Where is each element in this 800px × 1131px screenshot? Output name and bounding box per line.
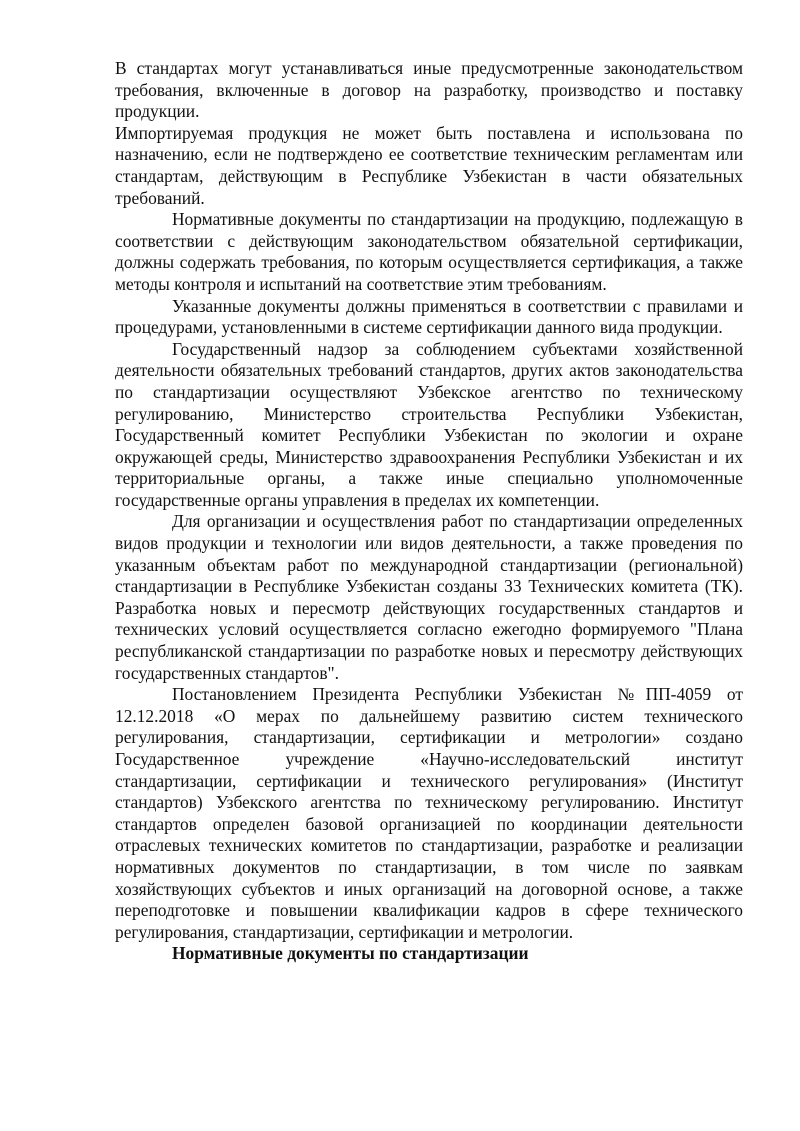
paragraph-technical-committees: Для организации и осуществления работ по стандартизации определенных видов продукции и технологии или видов деятельности, а также проведения по указанным объектам работ по международной стандартизации (региональной) стандартизации в Республике Узбекистан созданы 33 Технических комитета (ТК). Разработка новых и пересмотр действующих государственных стандартов и технических условий осуществляется согласно ежегодно формируемого "Плана республиканской стандартизации по разработке новых и пересмотру действующих государственных стандартов". [115,511,743,683]
section-heading: Нормативные документы по стандартизации [172,943,529,964]
paragraph-standards-requirements: В стандартах могут устанавливаться иные предусмотренные законодательством требования, включенные в договор на разработку, производство и поставку продукции. [115,58,743,122]
document-page [115,58,743,965]
paragraph-certification-procedures: Указанные документы должны применяться в соответствии с правилами и процедурами, установленными в системе сертификации данного вида продукции. [115,295,743,338]
paragraph-certification-documents: Нормативные документы по стандартизации на продукцию, подлежащую в соответствии с действующим законодательством обязательной сертификации, должны содержать требования, по которым осуществляется сертификация, а также методы контроля и испытаний на соответствие этим требованиям. [115,209,743,294]
paragraph-presidential-decree: Постановлением Президента Республики Узбекистан №ПП-4059 от 12.12.2018 «О мерах по дальнейшему развитию систем технического регулирования, стандартизации, сертификации и метрологии» создано Государственное учреждение «Научно-исследовательский институт стандартизации, сертификации и технического регулирования» (Институт стандартов) Узбекского агентства по техническому регулированию. Институт стандартов определен базовой организацией по координации деятельности отраслевых технических комитетов по стандартизации, разработке и реализации нормативных документов по стандартизации, в том числе по заявкам хозяйствующих субъектов и иных организаций на договорной основе, а также переподготовке и повышении квалификации кадров в сфере технического регулирования, стандартизации, сертификации и метрологии. [115,684,743,942]
paragraph-imported-products: Импортируемая продукция не может быть поставлена и использована по назначению, если не подтверждено ее соответствие техническим регламентам или стандартам, действующим в Республике Узбекистан в части обязательных требований. [115,122,743,208]
paragraph-state-supervision: Государственный надзор за соблюдением субъектами хозяйственной деятельности обязательных требований стандартов, других актов законодательства по стандартизации осуществляют Узбекское агентство по техническому регулированию, Министерство строительства Республики Узбекистан, Государственный комитет Республики Узбекистан по экологии и охране окружающей среды, Министерство здравоохранения Республики Узбекистан и их территориальные органы, а также иные специально уполномоченные государственные органы управления в пределах их компетенции. [115,338,743,510]
